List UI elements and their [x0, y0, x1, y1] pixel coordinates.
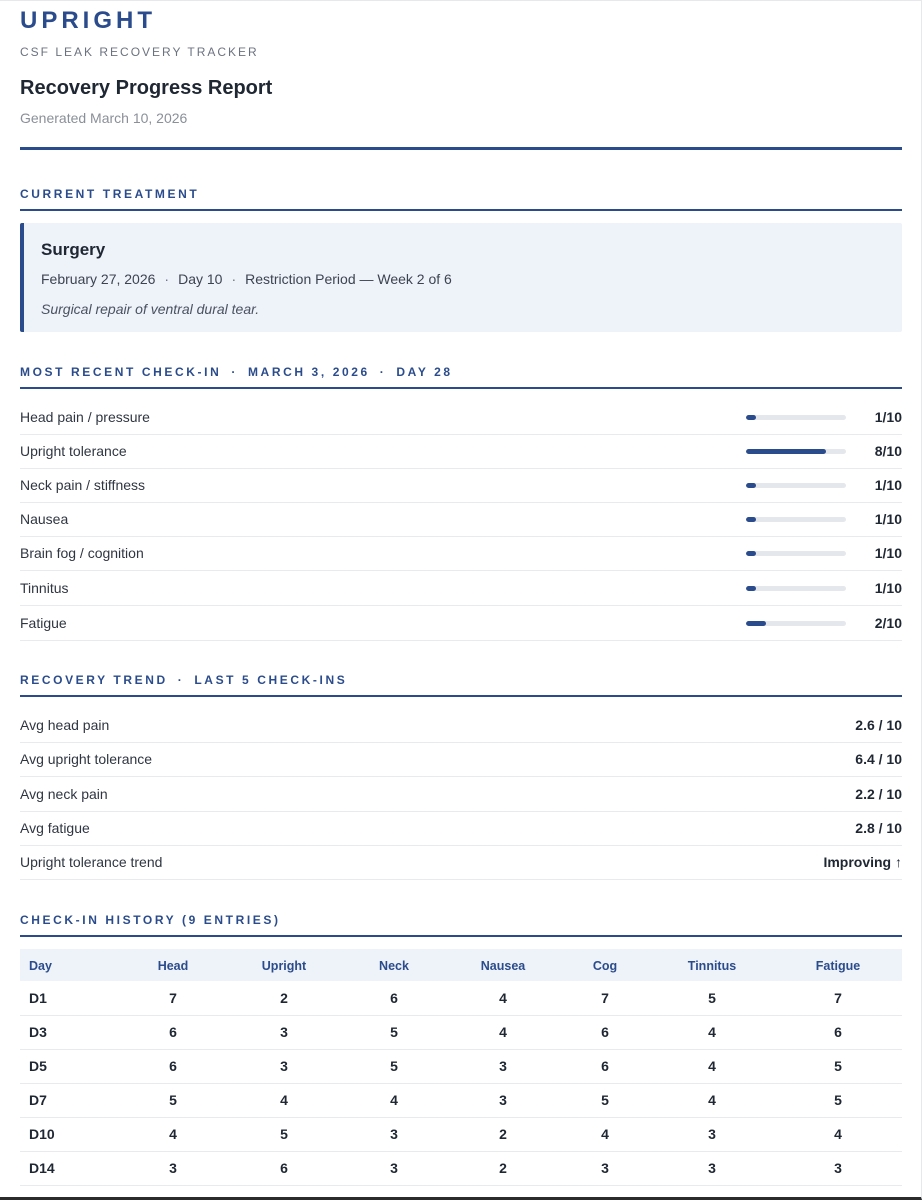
- checkin-date: MARCH 3, 2026: [247, 365, 370, 379]
- metric-label: Brain fog / cognition: [20, 545, 144, 561]
- trend-row-value: 6.4 / 10: [855, 751, 902, 767]
- table-cell: 4: [342, 1083, 446, 1117]
- table-cell: 2: [446, 1151, 560, 1185]
- trend-row-label: Avg head pain: [20, 717, 110, 733]
- trend-row-label: Avg fatigue: [20, 820, 90, 836]
- table-cell: 3: [774, 1151, 902, 1185]
- section-divider: [20, 209, 902, 211]
- metric-label: Upright tolerance: [20, 443, 127, 459]
- table-cell: 3: [560, 1151, 650, 1185]
- treatment-meta: [41, 271, 452, 287]
- table-cell: D14: [20, 1151, 120, 1185]
- table-cell: D1: [20, 981, 120, 1015]
- table-cell: 5: [120, 1083, 226, 1117]
- trend-row: [20, 846, 902, 880]
- table-cell: 2: [226, 981, 342, 1015]
- metric-value: 1/10: [874, 511, 902, 527]
- metric-row: [20, 503, 902, 537]
- trend-row: [20, 812, 902, 846]
- metric-value: 1/10: [874, 580, 902, 596]
- column-header-nausea: Nausea: [446, 949, 560, 981]
- separator-dot: ·: [379, 365, 387, 379]
- metric-bar-fill: [746, 621, 766, 626]
- section-label-recent-checkin: [20, 365, 453, 379]
- metric-label: Nausea: [20, 511, 69, 527]
- metric-bar-fill: [746, 415, 756, 420]
- table-cell: 5: [342, 1015, 446, 1049]
- table-cell: 3: [446, 1049, 560, 1083]
- page-title: Recovery Progress Report: [20, 77, 273, 99]
- table-cell: D5: [20, 1049, 120, 1083]
- table-cell: D7: [20, 1083, 120, 1117]
- column-header-cog: Cog: [560, 949, 650, 981]
- table-cell: D10: [20, 1117, 120, 1151]
- table-cell: 3: [226, 1049, 342, 1083]
- metric-label: Head pain / pressure: [20, 409, 150, 425]
- table-cell: 7: [774, 981, 902, 1015]
- table-row: [20, 1117, 902, 1151]
- table-row: [20, 1151, 902, 1185]
- table-row: [20, 1083, 902, 1117]
- table-cell: 4: [446, 1015, 560, 1049]
- table-cell: 4: [650, 1049, 774, 1083]
- metric-bar: [746, 551, 846, 556]
- trend-label: RECOVERY TREND: [20, 673, 168, 687]
- metric-bar: [746, 621, 846, 626]
- treatment-date: February 27, 2026: [41, 271, 156, 287]
- trend-row-value: 2.2 / 10: [855, 786, 902, 802]
- table-row: [20, 981, 902, 1015]
- table-cell: 3: [342, 1117, 446, 1151]
- table-cell: 3: [226, 1015, 342, 1049]
- table-cell: 6: [774, 1015, 902, 1049]
- checkin-day: DAY 28: [396, 365, 453, 379]
- column-header-neck: Neck: [342, 949, 446, 981]
- metric-bar-fill: [746, 483, 756, 488]
- trend-row: [20, 743, 902, 777]
- treatment-period: Restriction Period — Week 2 of 6: [245, 271, 452, 287]
- metric-bar-fill: [746, 449, 826, 454]
- column-header-day: Day: [20, 949, 120, 981]
- metric-bar: [746, 449, 846, 454]
- metric-label: Tinnitus: [20, 580, 69, 596]
- table-cell: 3: [342, 1151, 446, 1185]
- table-cell: 4: [226, 1083, 342, 1117]
- generated-date: Generated March 10, 2026: [20, 110, 188, 126]
- metric-bar-fill: [746, 517, 756, 522]
- table-cell: 2: [446, 1117, 560, 1151]
- table-cell: 3: [650, 1117, 774, 1151]
- table-cell: 5: [774, 1049, 902, 1083]
- table-cell: 3: [446, 1083, 560, 1117]
- header-divider: [20, 147, 902, 150]
- section-label-checkin-history: CHECK-IN HISTORY (9 ENTRIES): [20, 913, 281, 927]
- table-cell: 5: [650, 981, 774, 1015]
- section-divider: [20, 935, 902, 937]
- table-cell: 7: [560, 981, 650, 1015]
- metric-row: [20, 435, 902, 469]
- table-row: [20, 1015, 902, 1049]
- table-row: [20, 1049, 902, 1083]
- trend-row: [20, 709, 902, 743]
- checkin-history-table: [20, 949, 902, 1186]
- table-cell: 6: [560, 1049, 650, 1083]
- table-cell: 6: [560, 1015, 650, 1049]
- metric-value: 1/10: [874, 409, 902, 425]
- table-cell: 4: [650, 1015, 774, 1049]
- column-header-head: Head: [120, 949, 226, 981]
- table-cell: 4: [650, 1083, 774, 1117]
- section-label-current-treatment: CURRENT TREATMENT: [20, 187, 200, 201]
- trend-row-label: Avg neck pain: [20, 786, 108, 802]
- table-cell: 5: [774, 1083, 902, 1117]
- table-cell: 7: [120, 981, 226, 1015]
- table-cell: 6: [120, 1015, 226, 1049]
- table-cell: 5: [226, 1117, 342, 1151]
- table-cell: 6: [226, 1151, 342, 1185]
- trend-row-label: Upright tolerance trend: [20, 854, 163, 870]
- treatment-name: Surgery: [41, 240, 106, 259]
- table-cell: 4: [560, 1117, 650, 1151]
- metric-bar-fill: [746, 551, 756, 556]
- metric-value: 1/10: [874, 477, 902, 493]
- checkin-label: MOST RECENT CHECK-IN: [20, 365, 222, 379]
- table-cell: 5: [560, 1083, 650, 1117]
- trend-row-value: 2.6 / 10: [855, 717, 902, 733]
- table-cell: 3: [650, 1151, 774, 1185]
- metric-bar: [746, 586, 846, 591]
- metric-row: [20, 607, 902, 641]
- trend-row-value: 2.8 / 10: [855, 820, 902, 836]
- metric-bar-fill: [746, 586, 756, 591]
- separator-dot: ·: [231, 365, 238, 379]
- table-cell: 4: [774, 1117, 902, 1151]
- brand-logo-text: UPRIGHT: [20, 7, 156, 34]
- separator-dot: ·: [164, 271, 170, 287]
- treatment-note: Surgical repair of ventral dural tear.: [41, 301, 260, 317]
- trend-row: [20, 778, 902, 812]
- table-cell: 4: [446, 981, 560, 1015]
- section-label-recovery-trend: [20, 673, 347, 687]
- column-header-tinnitus: Tinnitus: [650, 949, 774, 981]
- table-header-row: [20, 949, 902, 981]
- metric-label: Fatigue: [20, 615, 67, 631]
- table-cell: 5: [342, 1049, 446, 1083]
- metric-label: Neck pain / stiffness: [20, 477, 146, 493]
- metric-bar: [746, 517, 846, 522]
- metric-bar: [746, 415, 846, 420]
- section-divider: [20, 387, 902, 389]
- treatment-card: [20, 223, 902, 332]
- trend-range: LAST 5 CHECK-INS: [194, 673, 348, 687]
- separator-dot: ·: [231, 271, 237, 287]
- trend-row-value: Improving ↑: [823, 854, 902, 870]
- table-cell: 6: [120, 1049, 226, 1083]
- metric-bar: [746, 483, 846, 488]
- metric-row: [20, 401, 902, 435]
- metric-value: 2/10: [874, 615, 902, 631]
- trend-row-label: Avg upright tolerance: [20, 751, 153, 767]
- table-cell: 3: [120, 1151, 226, 1185]
- metric-row: [20, 572, 902, 606]
- section-divider: [20, 695, 902, 697]
- metric-row: [20, 537, 902, 571]
- metric-row: [20, 469, 902, 503]
- table-cell: 6: [342, 981, 446, 1015]
- column-header-fatigue: Fatigue: [774, 949, 902, 981]
- table-cell: D3: [20, 1015, 120, 1049]
- treatment-day: Day 10: [178, 271, 223, 287]
- column-header-upright: Upright: [226, 949, 342, 981]
- metric-value: 1/10: [874, 545, 902, 561]
- brand-subtitle: CSF LEAK RECOVERY TRACKER: [20, 45, 259, 59]
- separator-dot: ·: [177, 673, 185, 687]
- metric-value: 8/10: [874, 443, 902, 459]
- table-cell: 4: [120, 1117, 226, 1151]
